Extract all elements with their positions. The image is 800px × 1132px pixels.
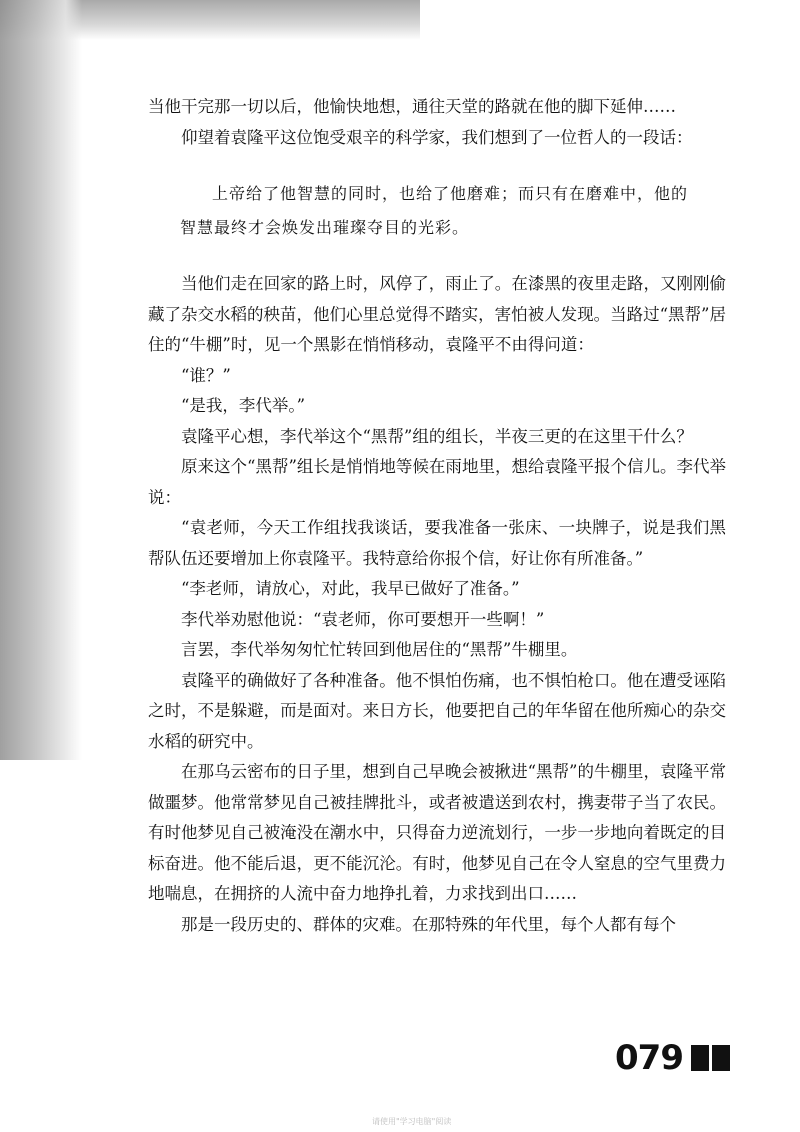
page-number-text: 079 [615,1038,683,1078]
quote-line: 上帝给了他智慧的同时，也给了他磨难；而只有在磨难中，他的 [212,184,689,203]
paragraph: 那是一段历史的、群体的灾难。在那特殊的年代里，每个人都有每个 [181,914,676,934]
paragraph: 袁隆平的确做好了各种准备。他不惧怕伤痛，也不惧怕枪口。他在遭受诬陷之时，不是躲避，而是面对。来日方长，他要把自己的年华留在他所痴心的杂交水稻的研究中。 [148,670,726,751]
block-quote [148,177,726,245]
paragraph: 袁隆平心想，李代举这个“黑帮”组的组长，半夜三更的在这里干什么？ [181,426,693,446]
paragraph: 原来这个“黑帮”组长是悄悄地等候在雨地里，想给袁隆平报个信儿。李代举说： [148,457,726,507]
paragraph: 当他干完那一切以后，他愉快地想，通往天堂的路就在他的脚下延伸…… [148,97,676,116]
paragraph: 李代举劝慰他说：“袁老师，你可要想开一些啊！” [181,609,545,629]
scan-shadow-left [0,0,82,760]
paragraph: 言罢，李代举匆匆忙忙转回到他居住的“黑帮”牛棚里。 [181,640,578,659]
paragraph: 仰望着袁隆平这位饱受艰辛的科学家，我们想到了一位哲人的一段话： [181,127,693,147]
footer-watermark: 请使用"学习电脑"阅读 [372,1117,452,1126]
paragraph: 当他们走在回家的路上时，风停了，雨止了。在漆黑的夜里走路，又刚刚偷藏了杂交水稻的秧苗，他们心里总觉得不踏实，害怕被人发现。当路过“黑帮”居住的“牛棚”时，见一个黑影在悄悄移动，袁隆平不由得问道： [148,274,726,354]
page-number [615,1038,730,1078]
page-number-ornament [691,1045,730,1071]
paragraph: “袁老师，今天工作组找我谈话，要我准备一张床、一块牌子，说是我们黑帮队伍还要增加上你袁隆平。我特意给你报个信，好让你有所准备。” [148,518,726,568]
page-body [148,92,726,940]
paragraph: 在那乌云密布的日子里，想到自己早晚会被揪进“黑帮”的牛棚里，袁隆平常做噩梦。他常常梦见自己被挂牌批斗，或者被遣送到农村，携妻带子当了农民。有时他梦见自己被淹没在潮水中，只得奋力逆流划行，一步一步地向着既定的目标奋进。他不能后退，更不能沉沦。有时，他梦见自己在令人窒息的空气里费力地喘息，在拥挤的人流中奋力地挣扎着，力求找到出口…… [148,762,726,903]
paragraph: “是我，李代举。” [181,396,306,415]
paragraph: “谁？” [181,365,231,385]
quote-line: 智慧最终才会焕发出璀璨夺目的光彩。 [180,218,470,237]
paragraph: “李老师，请放心，对此，我早已做好了准备。” [181,579,520,598]
